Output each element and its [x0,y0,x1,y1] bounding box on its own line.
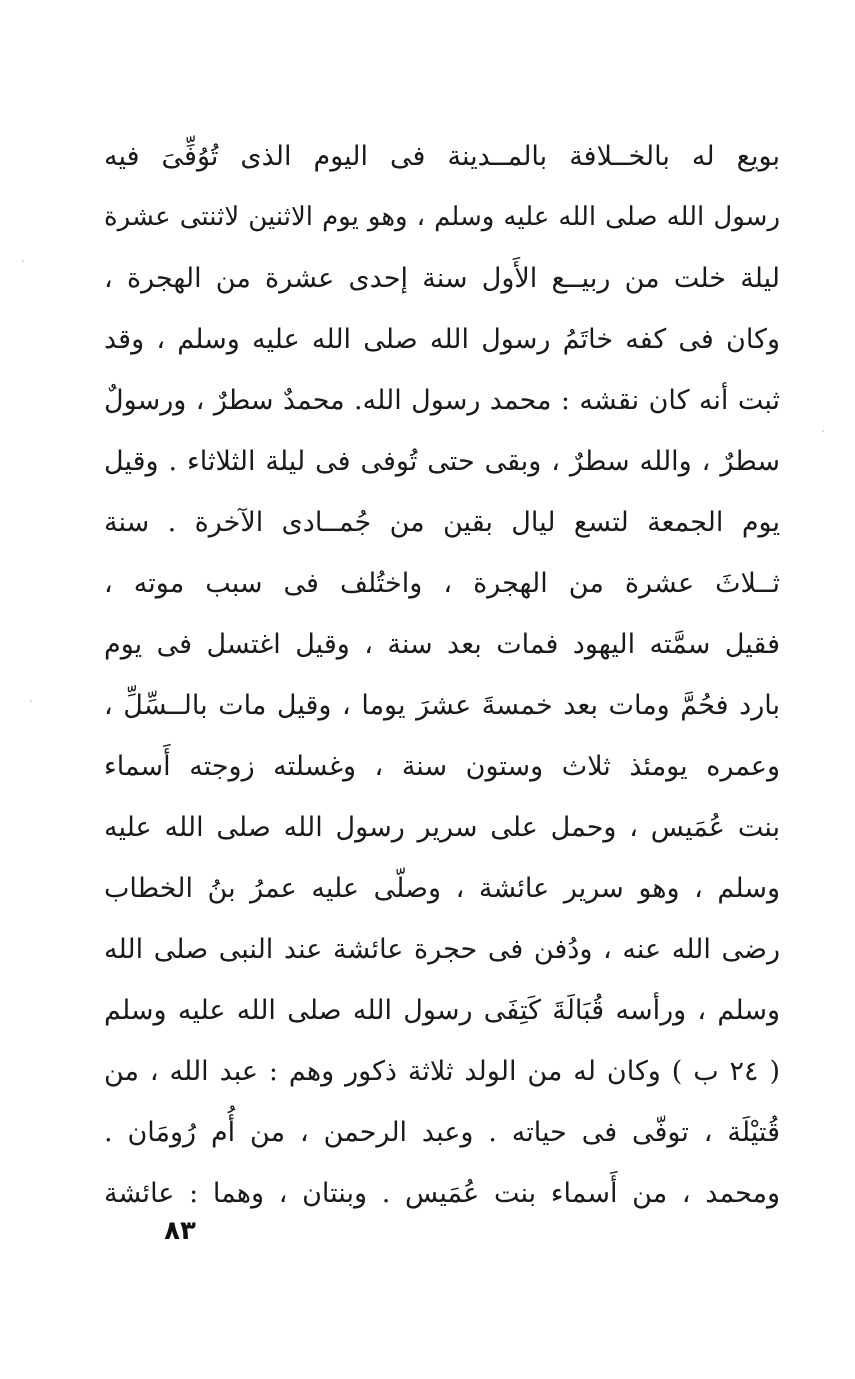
text-line: بارد فحُمَّ ومات بعد خمسةَ عشرَ يوما ، وقيل مات بالــسِّلِّ ، [104,690,780,721]
page-number: ٨٣ [164,1216,196,1246]
paper-speck [822,430,824,432]
text-line: رضى الله عنه ، ودُفن فى حجرة عائشة عند النبى صلى الله [104,934,780,965]
text-line: ليلة خلت من ربيــع الأَول سنة إحدى عشرة من الهجرة ، [104,263,780,294]
main-text [104,126,780,1224]
paper-speck [30,700,32,702]
text-line: سطرٌ ، والله سطرٌ ، وبقى حتى تُوفى فى ليلة الثلاثاء . وقيل [104,446,780,477]
text-line: وسلم ، ورأسه قُبَالَةَ كَتِفَى رسول الله صلى الله عليه وسلم [104,995,780,1026]
text-line: وكان فى كفه خاتَمُ رسول الله صلى الله عليه وسلم ، وقد [104,324,780,355]
text-line: وعمره يومئذ ثلاث وستون سنة ، وغسلته زوجته أَسماء [104,751,780,782]
text-line: رسول الله صلى الله عليه وسلم ، وهو يوم الاثنين لاثنتى عشرة [104,202,780,232]
text-line: ( ٢٤ ب ) وكان له من الولد ثلاثة ذكور وهم : عبد الله ، من [104,1056,780,1087]
text-line: ثبت أنه كان نقشه : محمد رسول الله. محمدٌ سطرٌ ، ورسولٌ [104,385,780,416]
text-line: ومحمد ، من أَسماء بنت عُمَيس . وبنتان ، وهما : عائشة [104,1178,780,1209]
text-line: فقيل سمَّته اليهود فمات بعد سنة ، وقيل اغتسل فى يوم [104,629,780,660]
text-line: يوم الجمعة لتسع ليال بقين من جُمــادى الآخرة . سنة [104,507,780,538]
text-line: وسلم ، وهو سرير عائشة ، وصلّى عليه عمرُ بنُ الخطاب [104,873,780,904]
text-line: قُتيْلَة ، توفّى فى حياته . وعبد الرحمن ، من أُم رُومَان . [104,1117,780,1148]
text-line: ثــلاثَ عشرة من الهجرة ، واختُلف فى سبب موته ، [104,568,780,599]
text-line: بنت عُمَيس ، وحمل على سرير رسول الله صلى الله عليه [104,812,780,843]
paper-speck [22,260,24,262]
text-line: بويع له بالخــلافة بالمــدينة فى اليوم الذى تُوُفِّىَ فيه [104,141,780,172]
